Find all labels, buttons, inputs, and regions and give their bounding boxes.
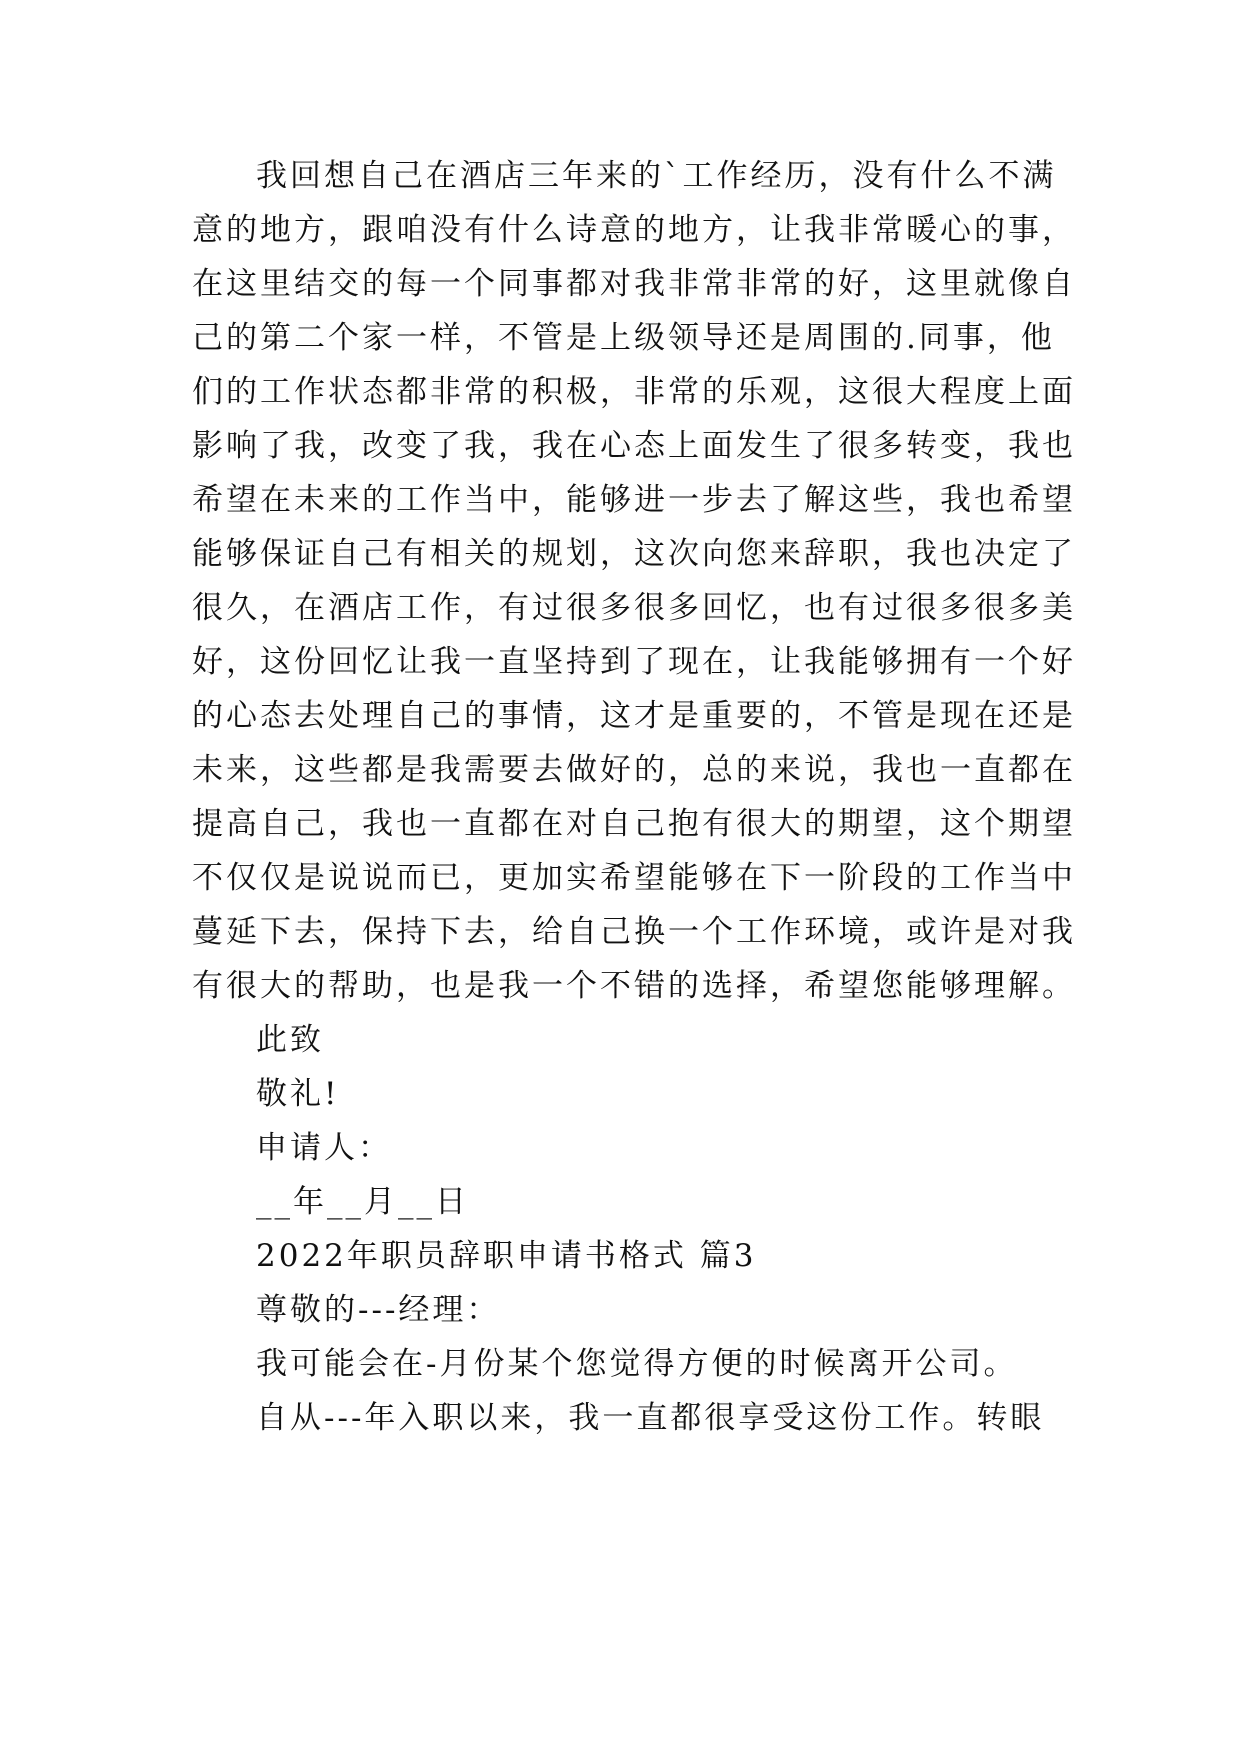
closing-text: 此致 <box>256 1022 324 1058</box>
paragraph-line: 在这里结交的每一个同事都对我非常非常的好，这里就像自 <box>192 266 1076 302</box>
paragraph-line: 未来，这些都是我需要去做好的，总的来说，我也一直都在 <box>192 752 1076 788</box>
paragraph-line: 我回想自己在酒店三年来的`工作经历，没有什么不满 <box>256 158 1057 194</box>
salute-text: 敬礼! <box>256 1076 340 1112</box>
paragraph-line: 不仅仅是说说而已，更加实希望能够在下一阶段的工作当中 <box>192 860 1076 896</box>
paragraph-line: 好，这份回忆让我一直坚持到了现在，让我能够拥有一个好 <box>192 644 1076 680</box>
paragraph-line: 蔓延下去，保持下去，给自己换一个工作环境，或许是对我 <box>192 914 1076 950</box>
date-line: __年__月__日 <box>256 1184 469 1220</box>
paragraph-line: 有很大的帮助，也是我一个不错的选择，希望您能够理解。 <box>192 968 1076 1004</box>
paragraph-line: 我可能会在-月份某个您觉得方便的时候离开公司。 <box>256 1346 1018 1382</box>
paragraph-line: 很久，在酒店工作，有过很多很多回忆，也有过很多很多美 <box>192 590 1076 626</box>
paragraph-line: 提高自己，我也一直都在对自己抱有很大的期望，这个期望 <box>192 806 1076 842</box>
paragraph-line: 们的工作状态都非常的积极，非常的乐观，这很大程度上面 <box>192 374 1076 410</box>
applicant-label: 申请人： <box>256 1130 392 1166</box>
paragraph-line: 影响了我，改变了我，我在心态上面发生了很多转变，我也 <box>192 428 1076 464</box>
paragraph-line: 意的地方，跟咱没有什么诗意的地方，让我非常暖心的事， <box>192 212 1076 248</box>
paragraph-line: 的心态去处理自己的事情，这才是重要的，不管是现在还是 <box>192 698 1076 734</box>
paragraph-line: 自从---年入职以来，我一直都很享受这份工作。转眼 <box>256 1400 1045 1436</box>
paragraph-line: 能够保证自己有相关的规划，这次向您来辞职，我也决定了 <box>192 536 1076 572</box>
section-title: 2022年职员辞职申请书格式 篇3 <box>256 1238 757 1274</box>
paragraph-line: 希望在未来的工作当中，能够进一步去了解这些，我也希望 <box>192 482 1076 518</box>
greeting-line: 尊敬的---经理： <box>256 1292 501 1328</box>
paragraph-line: 己的第二个家一样，不管是上级领导还是周围的.同事，他 <box>192 320 1055 356</box>
